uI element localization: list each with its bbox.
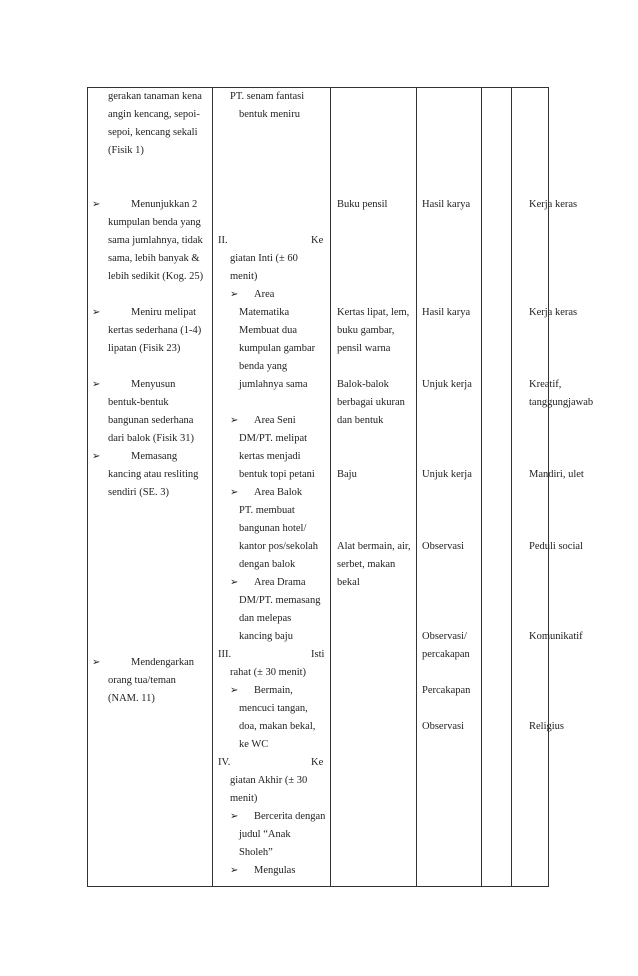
activity-text: judul “Anak bbox=[239, 829, 291, 840]
activity-text: Membuat dua bbox=[239, 325, 298, 336]
activity-text: Area bbox=[254, 289, 275, 300]
indicator-text: dari balok (Fisik 31) bbox=[108, 433, 195, 444]
indicator-text: Menunjukkan 2 bbox=[131, 199, 198, 210]
evaluation-text: Percakapan bbox=[422, 685, 471, 696]
activity-text: bentuk topi petani bbox=[239, 469, 315, 480]
activity-text: DM/PT. memasang bbox=[239, 595, 321, 606]
activity-text: ke WC bbox=[239, 739, 269, 750]
column-divider bbox=[330, 87, 331, 887]
indicator-text: kertas sederhana (1-4) bbox=[108, 325, 202, 336]
activity-text: kancing baju bbox=[239, 631, 293, 642]
material-text: Buku pensil bbox=[337, 199, 388, 210]
activity-text: Area Seni bbox=[254, 415, 296, 426]
material-text: berbagai ukuran bbox=[337, 397, 405, 408]
indicator-text: Memasang bbox=[131, 451, 178, 462]
section-title: rahat (± 30 menit) bbox=[230, 667, 307, 678]
section-title: giatan Inti (± 60 bbox=[230, 253, 298, 264]
indicator-text: Meniru melipat bbox=[131, 307, 197, 318]
material-text: dan bentuk bbox=[337, 415, 384, 426]
arrow-bullet-icon: ➢ bbox=[92, 657, 101, 668]
value-text: Kreatif, bbox=[529, 379, 562, 390]
indicator-text: gerakan tanaman kena bbox=[108, 91, 202, 102]
activity-text: doa, makan bekal, bbox=[239, 721, 316, 732]
arrow-bullet-icon: ➢ bbox=[92, 307, 101, 318]
activity-text: Matematika bbox=[239, 307, 290, 318]
activity-text: mencuci tangan, bbox=[239, 703, 308, 714]
section-number: III. bbox=[218, 649, 232, 660]
evaluation-text: Observasi bbox=[422, 721, 464, 732]
evaluation-text: percakapan bbox=[422, 649, 470, 660]
evaluation-text: Observasi bbox=[422, 541, 464, 552]
indicator-text: Mendengarkan bbox=[131, 657, 194, 668]
column-divider bbox=[416, 87, 417, 887]
material-text: Kertas lipat, lem, bbox=[337, 307, 410, 318]
arrow-bullet-icon: ➢ bbox=[230, 685, 239, 696]
column-divider bbox=[481, 87, 482, 887]
indicator-text: sama, lebih banyak & bbox=[108, 253, 200, 264]
value-text: Komunikatif bbox=[529, 631, 583, 642]
section-title: menit) bbox=[230, 793, 258, 804]
activity-text: kumpulan gambar bbox=[239, 343, 316, 354]
activity-text: PT. membuat bbox=[239, 505, 295, 516]
indicator-text: sepoi, kencang sekali bbox=[108, 127, 198, 138]
indicator-text: lipatan (Fisik 23) bbox=[108, 343, 181, 354]
activity-text: bangunan hotel/ bbox=[239, 523, 307, 534]
activity-text: DM/PT. melipat bbox=[239, 433, 308, 444]
material-text: pensil warna bbox=[337, 343, 391, 354]
evaluation-text: Hasil karya bbox=[422, 307, 471, 318]
evaluation-text: Hasil karya bbox=[422, 199, 471, 210]
activity-text: benda yang bbox=[239, 361, 288, 372]
activity-text: Mengulas bbox=[254, 865, 296, 876]
activity-text: Bermain, bbox=[254, 685, 293, 696]
activity-text: kantor pos/sekolah bbox=[239, 541, 319, 552]
indicator-text: sama jumlahnya, tidak bbox=[108, 235, 203, 246]
value-text: Kerja keras bbox=[529, 307, 578, 318]
column-divider bbox=[511, 87, 512, 887]
indicator-text: bentuk-bentuk bbox=[108, 397, 169, 408]
value-text: tanggungjawab bbox=[529, 397, 594, 408]
section-title: giatan Akhir (± 30 bbox=[230, 775, 308, 786]
column-divider bbox=[212, 87, 213, 887]
activity-text: Area Balok bbox=[254, 487, 303, 498]
section-title: Ke bbox=[311, 757, 324, 768]
material-text: Baju bbox=[337, 469, 357, 480]
activity-text: Area Drama bbox=[254, 577, 306, 588]
arrow-bullet-icon: ➢ bbox=[230, 811, 239, 822]
indicator-text: Menyusun bbox=[131, 379, 176, 390]
evaluation-text: Observasi/ bbox=[422, 631, 467, 642]
section-title: Ke bbox=[311, 235, 324, 246]
evaluation-text: Unjuk kerja bbox=[422, 379, 472, 390]
material-text: Balok-balok bbox=[337, 379, 389, 390]
indicator-text: (NAM. 11) bbox=[108, 693, 155, 704]
evaluation-text: Unjuk kerja bbox=[422, 469, 472, 480]
material-text: buku gambar, bbox=[337, 325, 395, 336]
arrow-bullet-icon: ➢ bbox=[230, 415, 239, 426]
indicator-text: sendiri (SE. 3) bbox=[108, 487, 169, 498]
activity-text: dan melepas bbox=[239, 613, 292, 624]
value-text: Kerja keras bbox=[529, 199, 578, 210]
activity-text: PT. senam fantasi bbox=[230, 91, 305, 102]
arrow-bullet-icon: ➢ bbox=[230, 289, 239, 300]
value-text: Mandiri, ulet bbox=[529, 469, 584, 480]
section-number: IV. bbox=[218, 757, 231, 768]
activity-text: bentuk meniru bbox=[239, 109, 300, 120]
material-text: serbet, makan bbox=[337, 559, 396, 570]
arrow-bullet-icon: ➢ bbox=[92, 199, 101, 210]
material-text: Alat bermain, air, bbox=[337, 541, 411, 552]
activity-text: Bercerita dengan bbox=[254, 811, 326, 822]
section-title: Isti bbox=[311, 649, 325, 660]
section-title: menit) bbox=[230, 271, 258, 282]
section-number: II. bbox=[218, 235, 228, 246]
activity-text: Sholeh” bbox=[239, 847, 273, 858]
arrow-bullet-icon: ➢ bbox=[92, 379, 101, 390]
activity-text: jumlahnya sama bbox=[239, 379, 308, 390]
arrow-bullet-icon: ➢ bbox=[230, 487, 239, 498]
indicator-text: (Fisik 1) bbox=[108, 145, 144, 156]
value-text: Religius bbox=[529, 721, 565, 732]
activity-text: dengan balok bbox=[239, 559, 296, 570]
indicator-text: kumpulan benda yang bbox=[108, 217, 201, 228]
activity-text: kertas menjadi bbox=[239, 451, 301, 462]
arrow-bullet-icon: ➢ bbox=[230, 577, 239, 588]
arrow-bullet-icon: ➢ bbox=[230, 865, 239, 876]
arrow-bullet-icon: ➢ bbox=[92, 451, 101, 462]
value-text: Peduli social bbox=[529, 541, 583, 552]
indicator-text: bangunan sederhana bbox=[108, 415, 194, 426]
indicator-text: orang tua/teman bbox=[108, 675, 176, 686]
indicator-text: angin kencang, sepoi- bbox=[108, 109, 200, 120]
indicator-text: lebih sedikit (Kog. 25) bbox=[108, 271, 204, 282]
indicator-text: kancing atau resliting bbox=[108, 469, 199, 480]
material-text: bekal bbox=[337, 577, 360, 588]
